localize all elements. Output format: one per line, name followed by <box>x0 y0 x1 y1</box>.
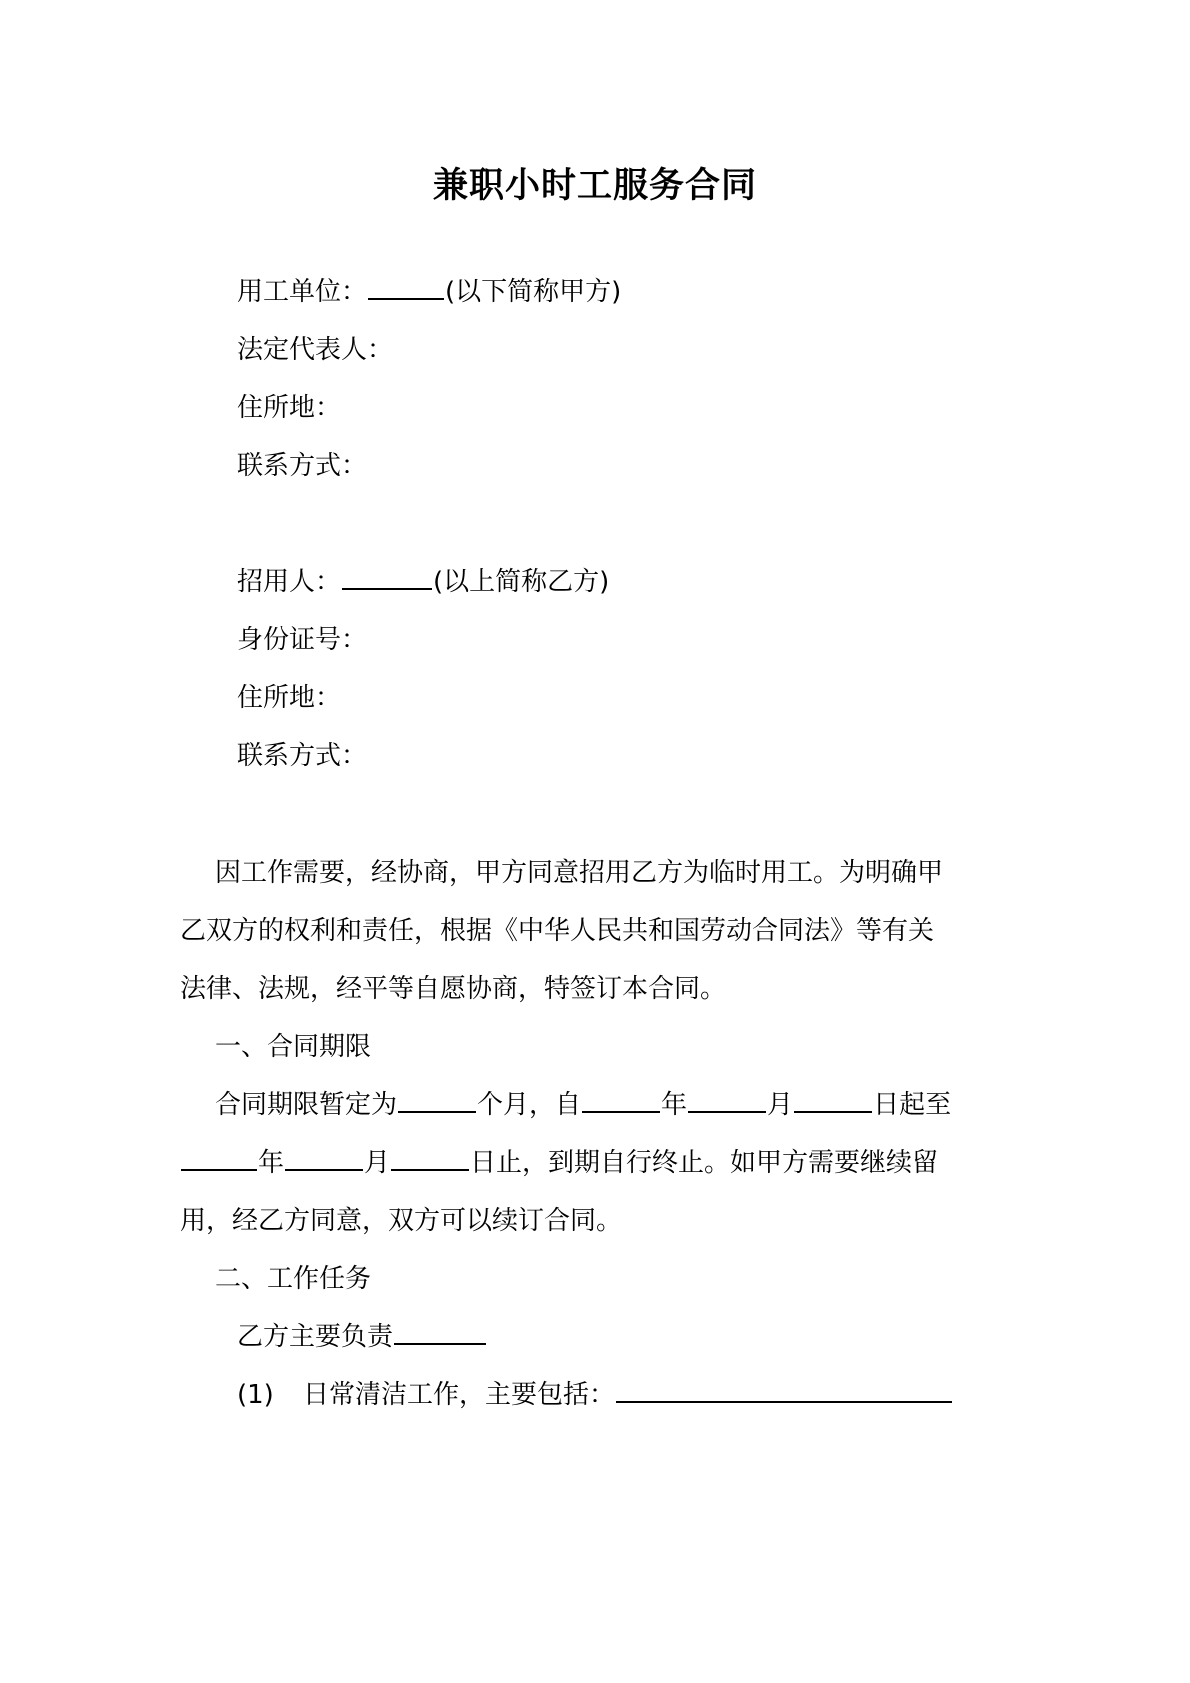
end-year-blank[interactable] <box>181 1145 257 1171</box>
task-item-number: (1) <box>237 1380 274 1410</box>
term-text-g: 月 <box>364 1148 391 1178</box>
party-a-contact-field <box>237 448 367 484</box>
party-b-address-label: 住所地： <box>237 683 342 713</box>
party-b-address-field <box>237 680 341 716</box>
term-text-a: 合同期限暂定为 <box>215 1090 398 1120</box>
preamble-line-1: 因工作需要，经协商，甲方同意招用乙方为临时用工。为明确甲 <box>215 858 944 888</box>
party-b-contact-field <box>237 738 367 774</box>
employee-blank[interactable] <box>342 564 432 590</box>
term-text-d: 月 <box>767 1090 794 1120</box>
party-b-contact-label: 联系方式： <box>237 741 368 771</box>
responsibility-blank[interactable] <box>394 1319 486 1345</box>
legal-rep-field <box>237 332 393 368</box>
contract-term-line-2 <box>180 1145 938 1181</box>
employee-field <box>237 564 609 600</box>
end-day-blank[interactable] <box>391 1145 469 1171</box>
employer-suffix: (以下简称甲方) <box>445 277 622 307</box>
contract-term-line-1 <box>215 1087 951 1123</box>
preamble-line-3: 法律、法规，经平等自愿协商，特签订本合同。 <box>180 974 727 1004</box>
term-text-h: 日止，到期自行终止。如甲方需要继续留 <box>470 1148 939 1178</box>
employer-field <box>237 274 621 310</box>
cleaning-details-blank[interactable] <box>616 1377 952 1403</box>
start-day-blank[interactable] <box>794 1087 872 1113</box>
party-a-contact-label: 联系方式： <box>237 451 368 481</box>
legal-rep-label: 法定代表人： <box>237 335 394 365</box>
party-a-address-field <box>237 390 341 426</box>
term-months-blank[interactable] <box>398 1087 476 1113</box>
party-a-address-label: 住所地： <box>237 393 342 423</box>
term-text-e: 日起至 <box>873 1090 952 1120</box>
employer-blank[interactable] <box>368 274 444 300</box>
start-month-blank[interactable] <box>688 1087 766 1113</box>
section-1-heading: 一、合同期限 <box>215 1032 372 1062</box>
contract-term-line-3: 用，经乙方同意，双方可以续订合同。 <box>180 1206 623 1236</box>
end-month-blank[interactable] <box>285 1145 363 1171</box>
start-year-blank[interactable] <box>582 1087 660 1113</box>
id-number-label: 身份证号： <box>237 625 368 655</box>
preamble-line-2: 乙双方的权利和责任，根据《中华人民共和国劳动合同法》等有关 <box>180 916 935 946</box>
responsibility-line <box>237 1319 487 1355</box>
task-item-text: 日常清洁工作，主要包括： <box>303 1380 616 1410</box>
section-2-heading: 二、工作任务 <box>215 1264 372 1294</box>
task-item-1 <box>237 1377 953 1413</box>
term-text-c: 年 <box>661 1090 688 1120</box>
term-text-f: 年 <box>258 1148 285 1178</box>
employee-label: 招用人： <box>237 567 342 597</box>
id-number-field <box>237 622 367 658</box>
document-title: 兼职小时工服务合同 <box>432 166 757 206</box>
responsibility-label: 乙方主要负责 <box>237 1322 394 1352</box>
term-text-b: 个月，自 <box>477 1090 582 1120</box>
employee-suffix: (以上简称乙方) <box>433 567 610 597</box>
employer-label: 用工单位： <box>237 277 368 307</box>
